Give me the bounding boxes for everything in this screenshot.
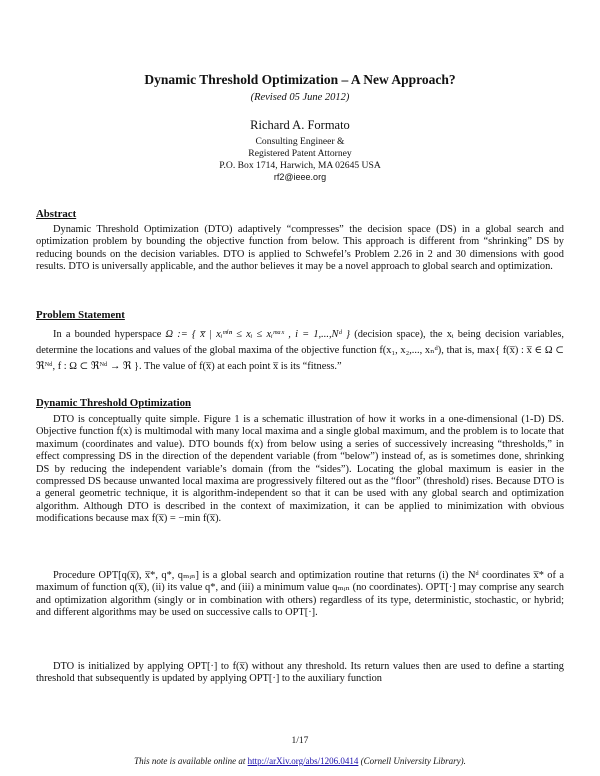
abstract-text bbox=[36, 224, 564, 274]
dto-paragraph-1-text: DTO is conceptually quite simple. Figure 1 is a schematic illustration of how it works in a one-dimensional (1-D) DS. Objective function f(x) is multimodal with many local maxima and a single global maximum, and the problem is to locate that maximum (coordinates and value). DTO bounds f(x) from below using a series of successively increasing “thresholds,” in effect compressing DS in the direction of the dependent variable (from “below”) instead of, as is sometimes done, shrinking DS by reducing the independent variable’s domain (from the “sides”). Locating the global maximum is easier in the compressed DS because unwanted local maxima are progressively filtered out as the “floor” (threshold) rises. Because DTO is a general geometric technique, it is algorithm-independent so that it can be used with any global search and optimization algorithm. Although DTO is described in the context of maximization, it can be applied to minimization with obvious modifications because max f(x̅) = −min f(x̅). bbox=[36, 414, 564, 525]
problem-text bbox=[36, 327, 564, 375]
revision-date: (Revised 05 June 2012) bbox=[250, 92, 350, 103]
affiliation-line-2: Registered Patent Attorney bbox=[248, 148, 352, 159]
paper-title: Dynamic Threshold Optimization – A New Approach? bbox=[144, 72, 456, 87]
problem-heading: Problem Statement bbox=[36, 309, 125, 321]
abstract-paragraph: Dynamic Threshold Optimization (DTO) adaptively “compresses” the decision space (DS) in a global search and optimization problem by bounding the objective function from below. This approach is different from “shrinking” DS by reducing bounds on the decision variables. DTO is applied to Schwefel’s Problem 2.26 in 2 and 30 dimensions with good results. DTO is universally applicable, and the author believes it may be a novel approach to global search and optimization. bbox=[36, 224, 564, 273]
dto-heading: Dynamic Threshold Optimization bbox=[36, 397, 191, 409]
note-prefix: This note is available online at bbox=[134, 756, 248, 766]
affiliation-line-3: P.O. Box 1714, Harwich, MA 02645 USA bbox=[219, 160, 381, 171]
decision-space-definition: Ω := { x̅ | xᵢᵐⁱⁿ ≤ xᵢ ≤ xᵢᵐᵃˣ , i = 1,...,Nᵈ } bbox=[165, 329, 351, 340]
dto-paragraph-3 bbox=[36, 661, 564, 686]
dto-paragraph-2 bbox=[36, 570, 564, 620]
dto-paragraph-2-text: Procedure OPT[q(x̅), x̅*, q*, qₘᵢₙ] is a global search and optimization routine that returns (i) the Nᵈ coordinates x̅* of a maximum of function q(x̅), (ii) its value q*, and (iii) a minimum value qₘᵢₙ (no coordinates). OPT[·] may comprise any search and optimization algorithm (singly or in combination with others) regardless of its type, deterministic, stochastic, or hybrid; and different algorithms may be used on successive calls to OPT[·]. bbox=[36, 570, 564, 619]
problem-line1-pre: In a bounded hyperspace bbox=[53, 329, 162, 340]
author-name: Richard A. Formato bbox=[250, 118, 350, 132]
dto-paragraph-1 bbox=[36, 414, 564, 526]
dto-paragraph-3-text: DTO is initialized by applying OPT[·] to f(x̅) without any threshold. Its return values then are used to define a starting threshold that subsequently is updated by applying OPT[·] to the auxiliary function bbox=[36, 661, 564, 685]
abstract-heading: Abstract bbox=[36, 208, 77, 220]
availability-note bbox=[0, 756, 600, 766]
problem-paragraph bbox=[36, 327, 564, 375]
page-number: 1/17 bbox=[291, 736, 309, 746]
note-suffix: (Cornell University Library). bbox=[358, 756, 466, 766]
arxiv-link[interactable]: http://arXiv.org/abs/1206.0414 bbox=[247, 756, 359, 766]
affiliation-line-1: Consulting Engineer & bbox=[255, 136, 345, 147]
problem-line2: that is, max{ f(x̅) : x̅ ∈ Ω ⊂ ℜᴺᵈ, f : Ω ⊂ ℜᴺᵈ → ℜ }. The value of f(x̅) at each point x̅ is its “fitness.” bbox=[36, 345, 565, 372]
problem-line1-post: (decision space), the xᵢ being decision variables, determine the locations and values of the global maxima of the objective function f(x₁, x₂,..., xₙᵈ), bbox=[36, 329, 564, 356]
author-email[interactable]: rf2@ieee.org bbox=[273, 172, 327, 182]
